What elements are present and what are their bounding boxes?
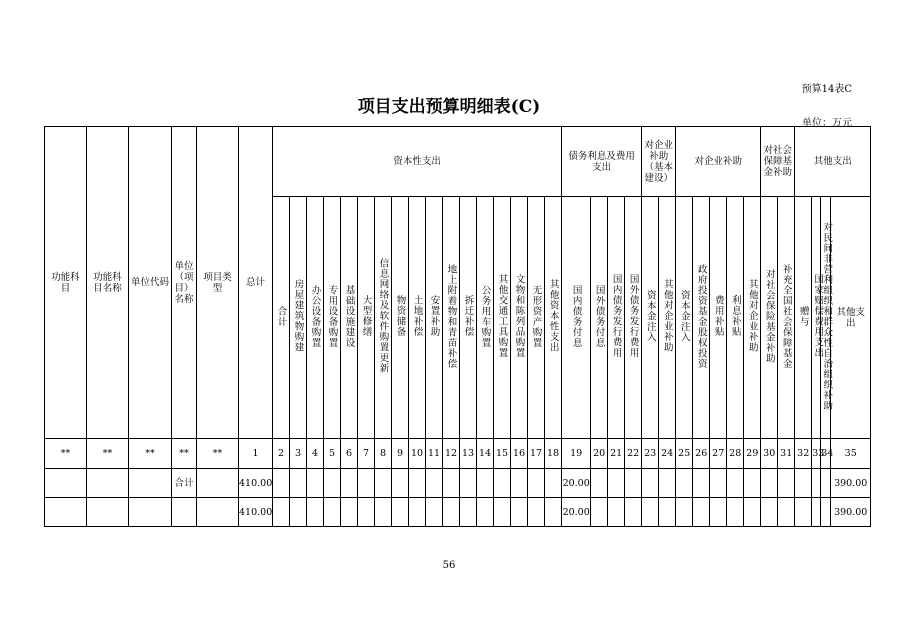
sub-header: 安置补助 — [426, 197, 443, 439]
sub-header: 无形资产购置 — [528, 197, 545, 439]
index-num: 31 — [778, 439, 795, 469]
budget-table — [44, 126, 871, 527]
total-cell: 410.00 — [239, 469, 273, 498]
index-num: 24 — [659, 439, 676, 469]
sub-header: 合计 — [273, 197, 290, 439]
sub-header: 房屋建筑物购建 — [290, 197, 307, 439]
col-total: 总计 — [239, 127, 273, 439]
index-num: 14 — [477, 439, 494, 469]
index-star: ** — [172, 439, 197, 469]
index-num: 28 — [727, 439, 744, 469]
index-star: ** — [45, 439, 87, 469]
index-num: 5 — [324, 439, 341, 469]
index-num: 30 — [761, 439, 778, 469]
sub-header: 办公设备购置 — [307, 197, 324, 439]
sub-header: 公务用车购置 — [477, 197, 494, 439]
index-num: 7 — [358, 439, 375, 469]
row-label — [172, 498, 197, 527]
sub-header: 国内债务发行费用 — [608, 197, 625, 439]
index-num: 23 — [642, 439, 659, 469]
group-enterprise: 对企业补助 — [676, 127, 761, 197]
sub-header: 对社会保险基金补助 — [761, 197, 778, 439]
index-num: 1 — [239, 439, 273, 469]
index-num: 18 — [545, 439, 562, 469]
col-unit-code: 单位代码 — [129, 127, 172, 439]
group-other: 其他支出 — [795, 127, 871, 197]
other-expense-cell: 390.00 — [831, 498, 871, 527]
index-num: 16 — [511, 439, 528, 469]
index-num: 20 — [591, 439, 608, 469]
row-label: 合计 — [172, 469, 197, 498]
index-num: 13 — [460, 439, 477, 469]
index-num: 15 — [494, 439, 511, 469]
col-project-type: 项目类型 — [197, 127, 239, 439]
sub-header: 其他对企业补助 — [659, 197, 676, 439]
page-title: 项目支出预算明细表(C) — [357, 97, 541, 117]
other-expense-cell: 390.00 — [831, 469, 871, 498]
index-num: 27 — [710, 439, 727, 469]
sub-header: 信息网络及软件购置更新 — [375, 197, 392, 439]
table-row — [45, 469, 871, 498]
index-num: 25 — [676, 439, 693, 469]
index-num: 32 — [795, 439, 812, 469]
debt-interest-cell: 20.00 — [562, 469, 591, 498]
index-num: 3 — [290, 439, 307, 469]
sub-header: 利息补贴 — [727, 197, 744, 439]
col-func-name: 功能科目名称 — [87, 127, 129, 439]
index-star: ** — [87, 439, 129, 469]
sub-header: 物资储备 — [392, 197, 409, 439]
index-num: 6 — [341, 439, 358, 469]
sub-header: 费用补贴 — [710, 197, 727, 439]
index-num: 26 — [693, 439, 710, 469]
sub-header: 基础设施建设 — [341, 197, 358, 439]
index-num: 2 — [273, 439, 290, 469]
index-num: 29 — [744, 439, 761, 469]
sub-header: 拆迁补偿 — [460, 197, 477, 439]
index-num: 35 — [831, 439, 871, 469]
sub-header: 大型修缮 — [358, 197, 375, 439]
sub-header: 国外债务付息 — [591, 197, 608, 439]
group-enterprise-basic: 对企业补助（基本建设） — [642, 127, 676, 197]
group-capital: 资本性支出 — [273, 127, 562, 197]
index-num: 11 — [426, 439, 443, 469]
page-number: 56 — [442, 560, 456, 571]
sub-header: 政府投资基金股权投资 — [693, 197, 710, 439]
index-num: 34 — [821, 439, 831, 469]
sub-header: 土地补偿 — [409, 197, 426, 439]
sub-header: 国外债务发行费用 — [625, 197, 642, 439]
index-num: 17 — [528, 439, 545, 469]
debt-interest-cell: 20.00 — [562, 498, 591, 527]
index-num: 21 — [608, 439, 625, 469]
sub-header: 补充全国社会保障基金 — [778, 197, 795, 439]
sub-header: 国内债务付息 — [562, 197, 591, 439]
total-cell: 410.00 — [239, 498, 273, 527]
index-num: 8 — [375, 439, 392, 469]
sub-header: 专用设备购置 — [324, 197, 341, 439]
index-num: 33 — [812, 439, 821, 469]
sub-header: 文物和陈列品购置 — [511, 197, 528, 439]
group-social: 对社会保障基金补助 — [761, 127, 795, 197]
index-num: 10 — [409, 439, 426, 469]
index-star: ** — [129, 439, 172, 469]
sub-header: 资本金注入 — [676, 197, 693, 439]
index-num: 19 — [562, 439, 591, 469]
table-row — [45, 498, 871, 527]
index-num: 9 — [392, 439, 409, 469]
index-num: 4 — [307, 439, 324, 469]
group-debt: 债务利息及费用支出 — [562, 127, 642, 197]
index-star: ** — [197, 439, 239, 469]
index-num: 12 — [443, 439, 460, 469]
col-unit-name: 单位（项目）名称 — [172, 127, 197, 439]
index-num: 22 — [625, 439, 642, 469]
sub-header: 地上附着物和青苗补偿 — [443, 197, 460, 439]
sub-header: 对民间非营利组织和群众性自治组织补助 — [821, 197, 831, 439]
sub-header: 资本金注入 — [642, 197, 659, 439]
sub-header: 赠与 — [795, 197, 812, 439]
col-func-code: 功能科目 — [45, 127, 87, 439]
sub-header: 其他支出 — [831, 197, 871, 439]
table-code: 预算14表C — [801, 84, 852, 95]
sub-header: 国家赔偿费用支出 — [812, 197, 821, 439]
sub-header: 其他对企业补助 — [744, 197, 761, 439]
sub-header: 其他交通工具购置 — [494, 197, 511, 439]
sub-header: 其他资本性支出 — [545, 197, 562, 439]
unit-label: 单位：万元 — [802, 118, 852, 129]
